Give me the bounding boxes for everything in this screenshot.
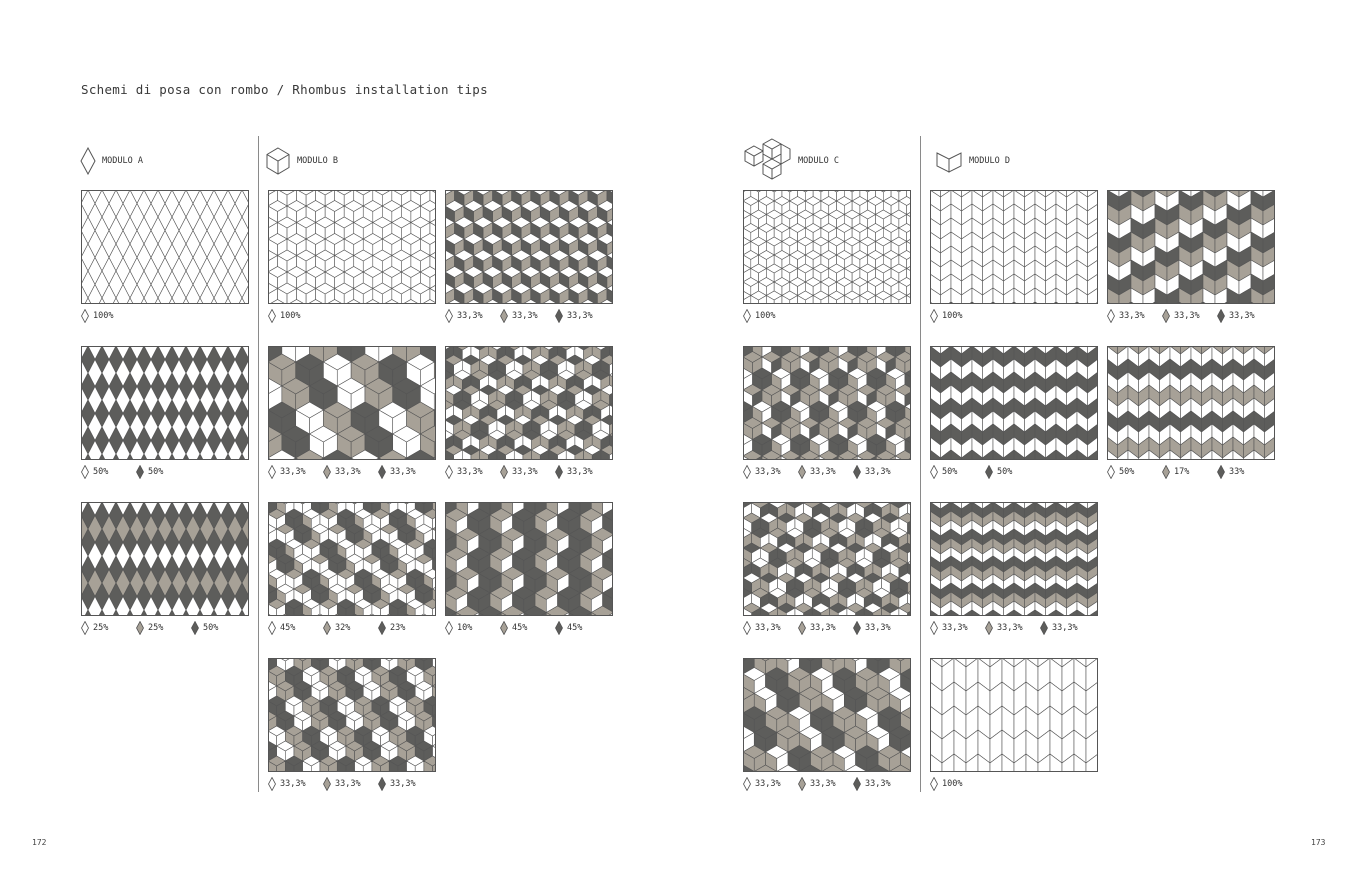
rhombus-swatch-icon bbox=[743, 309, 751, 323]
legend-percent: 33,3% bbox=[810, 779, 836, 789]
pattern-b2 bbox=[445, 190, 613, 304]
pattern-a3-tiles bbox=[81, 502, 249, 616]
rhombus-swatch-icon bbox=[555, 309, 563, 323]
legend-item bbox=[268, 465, 306, 479]
rhombus-swatch-icon bbox=[555, 465, 563, 479]
module-b-header bbox=[265, 146, 338, 176]
legend-percent: 33,3% bbox=[810, 467, 836, 477]
module-d-header bbox=[935, 146, 1010, 176]
legend-percent: 33,3% bbox=[390, 779, 416, 789]
pattern-d1 bbox=[930, 190, 1098, 304]
rhombus-swatch-icon bbox=[500, 465, 508, 479]
rhombus-swatch-icon bbox=[268, 621, 276, 635]
legend-percent: 33,3% bbox=[755, 467, 781, 477]
rhombus-swatch-icon bbox=[555, 621, 563, 635]
pattern-b4-tiles bbox=[445, 346, 613, 460]
rhombus-swatch-icon bbox=[798, 777, 806, 791]
legend-percent: 100% bbox=[755, 311, 776, 321]
legend-item bbox=[323, 777, 361, 791]
page-title: Schemi di posa con rombo / Rhombus installation tips bbox=[81, 82, 488, 97]
pattern-c3-tiles bbox=[743, 502, 911, 616]
legend-item bbox=[268, 621, 295, 635]
column-divider-left bbox=[258, 136, 259, 792]
legend-percent: 50% bbox=[93, 467, 109, 477]
rhombus-swatch-icon bbox=[378, 465, 386, 479]
legend-item bbox=[555, 309, 593, 323]
module-a-label: MODULO A bbox=[102, 156, 143, 166]
pattern-b4 bbox=[445, 346, 613, 460]
legend-item bbox=[798, 465, 836, 479]
rhombus-swatch-icon bbox=[268, 309, 276, 323]
rhombus-swatch-icon bbox=[136, 465, 144, 479]
legend-percent: 45% bbox=[512, 623, 528, 633]
module-a-header bbox=[80, 146, 143, 176]
rhombus-swatch-icon bbox=[445, 465, 453, 479]
pattern-b3-tiles bbox=[268, 346, 436, 460]
legend-item bbox=[500, 309, 538, 323]
pattern-c2-tiles bbox=[743, 346, 911, 460]
legend-percent: 50% bbox=[148, 467, 164, 477]
legend-item bbox=[268, 777, 306, 791]
pattern-c4 bbox=[743, 658, 911, 772]
rhombus-swatch-icon bbox=[500, 621, 508, 635]
legend-percent: 45% bbox=[567, 623, 583, 633]
legend-item bbox=[378, 621, 405, 635]
rhombus-swatch-icon bbox=[445, 309, 453, 323]
rhombus-swatch-icon bbox=[81, 621, 89, 635]
legend-item bbox=[500, 621, 527, 635]
legend-percent: 25% bbox=[93, 623, 109, 633]
rhombus-swatch-icon bbox=[323, 465, 331, 479]
rhombus-swatch-icon bbox=[500, 309, 508, 323]
pattern-b1-tiles bbox=[268, 190, 436, 304]
rhombus-swatch-icon bbox=[81, 465, 89, 479]
legend-item bbox=[268, 309, 300, 323]
pattern-b7 bbox=[268, 658, 436, 772]
pattern-d1-tiles bbox=[930, 190, 1098, 304]
legend-item bbox=[81, 309, 113, 323]
rhombus-icon bbox=[80, 147, 96, 175]
pattern-b3 bbox=[268, 346, 436, 460]
pattern-b2-tiles bbox=[445, 190, 613, 304]
pattern-c1-tiles bbox=[743, 190, 911, 304]
pattern-b6-tiles bbox=[445, 502, 613, 616]
rhombus-swatch-icon bbox=[378, 621, 386, 635]
pattern-c3 bbox=[743, 502, 911, 616]
legend-percent: 32% bbox=[335, 623, 351, 633]
module-c-label: MODULO C bbox=[798, 156, 839, 166]
legend-item bbox=[323, 465, 361, 479]
cube-icon bbox=[265, 146, 291, 176]
legend-percent: 25% bbox=[148, 623, 164, 633]
legend-item bbox=[798, 777, 836, 791]
three-cubes-icon bbox=[742, 137, 792, 185]
legend-percent: 33,3% bbox=[567, 311, 593, 321]
pattern-a2 bbox=[81, 346, 249, 460]
rhombus-swatch-icon bbox=[853, 465, 861, 479]
legend-item bbox=[378, 465, 416, 479]
rhombus-swatch-icon bbox=[323, 621, 331, 635]
legend-percent: 100% bbox=[93, 311, 114, 321]
legend-percent: 33,3% bbox=[512, 467, 538, 477]
legend-percent: 33,3% bbox=[335, 467, 361, 477]
rhombus-swatch-icon bbox=[743, 777, 751, 791]
legend-item bbox=[191, 621, 218, 635]
legend-item bbox=[81, 621, 108, 635]
pattern-b7-tiles bbox=[268, 658, 436, 772]
legend-percent: 33,3% bbox=[457, 467, 483, 477]
column-divider-right bbox=[920, 136, 921, 792]
legend-percent: 33,3% bbox=[280, 779, 306, 789]
rhombus-swatch-icon bbox=[445, 621, 453, 635]
legend-item bbox=[743, 465, 781, 479]
pattern-a1 bbox=[81, 190, 249, 304]
rhombus-swatch-icon bbox=[743, 621, 751, 635]
legend-percent: 33,3% bbox=[755, 779, 781, 789]
legend-percent: 33,3% bbox=[512, 311, 538, 321]
pattern-b1 bbox=[268, 190, 436, 304]
pattern-a1-tiles bbox=[81, 190, 249, 304]
rhombus-swatch-icon bbox=[268, 777, 276, 791]
module-d-label: MODULO D bbox=[969, 156, 1010, 166]
pattern-b6 bbox=[445, 502, 613, 616]
legend-item bbox=[798, 621, 836, 635]
legend-item bbox=[445, 309, 483, 323]
legend-item bbox=[500, 465, 538, 479]
rhombus-swatch-icon bbox=[378, 777, 386, 791]
legend-percent: 33,3% bbox=[810, 623, 836, 633]
legend-percent: 33,3% bbox=[280, 467, 306, 477]
module-c-header bbox=[742, 138, 839, 184]
module-b-label: MODULO B bbox=[297, 156, 338, 166]
legend-item bbox=[555, 621, 582, 635]
legend-percent: 33,3% bbox=[335, 779, 361, 789]
rhombus-swatch-icon bbox=[81, 309, 89, 323]
rhombus-swatch-icon bbox=[191, 621, 199, 635]
legend-percent: 33,3% bbox=[865, 623, 891, 633]
legend-percent: 33,3% bbox=[755, 623, 781, 633]
legend-item bbox=[378, 777, 416, 791]
legend-item bbox=[743, 309, 775, 323]
legend-item bbox=[81, 465, 108, 479]
legend-percent: 33,3% bbox=[865, 779, 891, 789]
legend-percent: 33,3% bbox=[567, 467, 593, 477]
rhombus-swatch-icon bbox=[853, 621, 861, 635]
legend-percent: 10% bbox=[457, 623, 473, 633]
pattern-c4-tiles bbox=[743, 658, 911, 772]
rhombus-swatch-icon bbox=[798, 621, 806, 635]
legend-percent: 50% bbox=[203, 623, 219, 633]
pattern-a2-tiles bbox=[81, 346, 249, 460]
rhombus-swatch-icon bbox=[136, 621, 144, 635]
pattern-a3 bbox=[81, 502, 249, 616]
legend-item bbox=[853, 465, 891, 479]
legend-item bbox=[323, 621, 350, 635]
pattern-b5-tiles bbox=[268, 502, 436, 616]
pattern-c1 bbox=[743, 190, 911, 304]
legend-item bbox=[445, 621, 472, 635]
legend-item bbox=[136, 621, 163, 635]
legend-percent: 100% bbox=[280, 311, 301, 321]
rhombus-swatch-icon bbox=[268, 465, 276, 479]
legend-item bbox=[853, 621, 891, 635]
legend-item bbox=[445, 465, 483, 479]
legend-item bbox=[743, 777, 781, 791]
legend-percent: 33,3% bbox=[865, 467, 891, 477]
legend-item bbox=[743, 621, 781, 635]
legend-item bbox=[136, 465, 163, 479]
pattern-c2 bbox=[743, 346, 911, 460]
chevron-pair-icon bbox=[935, 148, 963, 174]
legend-item bbox=[853, 777, 891, 791]
pattern-b5 bbox=[268, 502, 436, 616]
legend-percent: 23% bbox=[390, 623, 406, 633]
rhombus-swatch-icon bbox=[853, 777, 861, 791]
legend-percent: 33,3% bbox=[457, 311, 483, 321]
legend-item bbox=[555, 465, 593, 479]
rhombus-swatch-icon bbox=[743, 465, 751, 479]
legend-percent: 33,3% bbox=[390, 467, 416, 477]
rhombus-swatch-icon bbox=[798, 465, 806, 479]
rhombus-swatch-icon bbox=[323, 777, 331, 791]
legend-percent: 45% bbox=[280, 623, 296, 633]
